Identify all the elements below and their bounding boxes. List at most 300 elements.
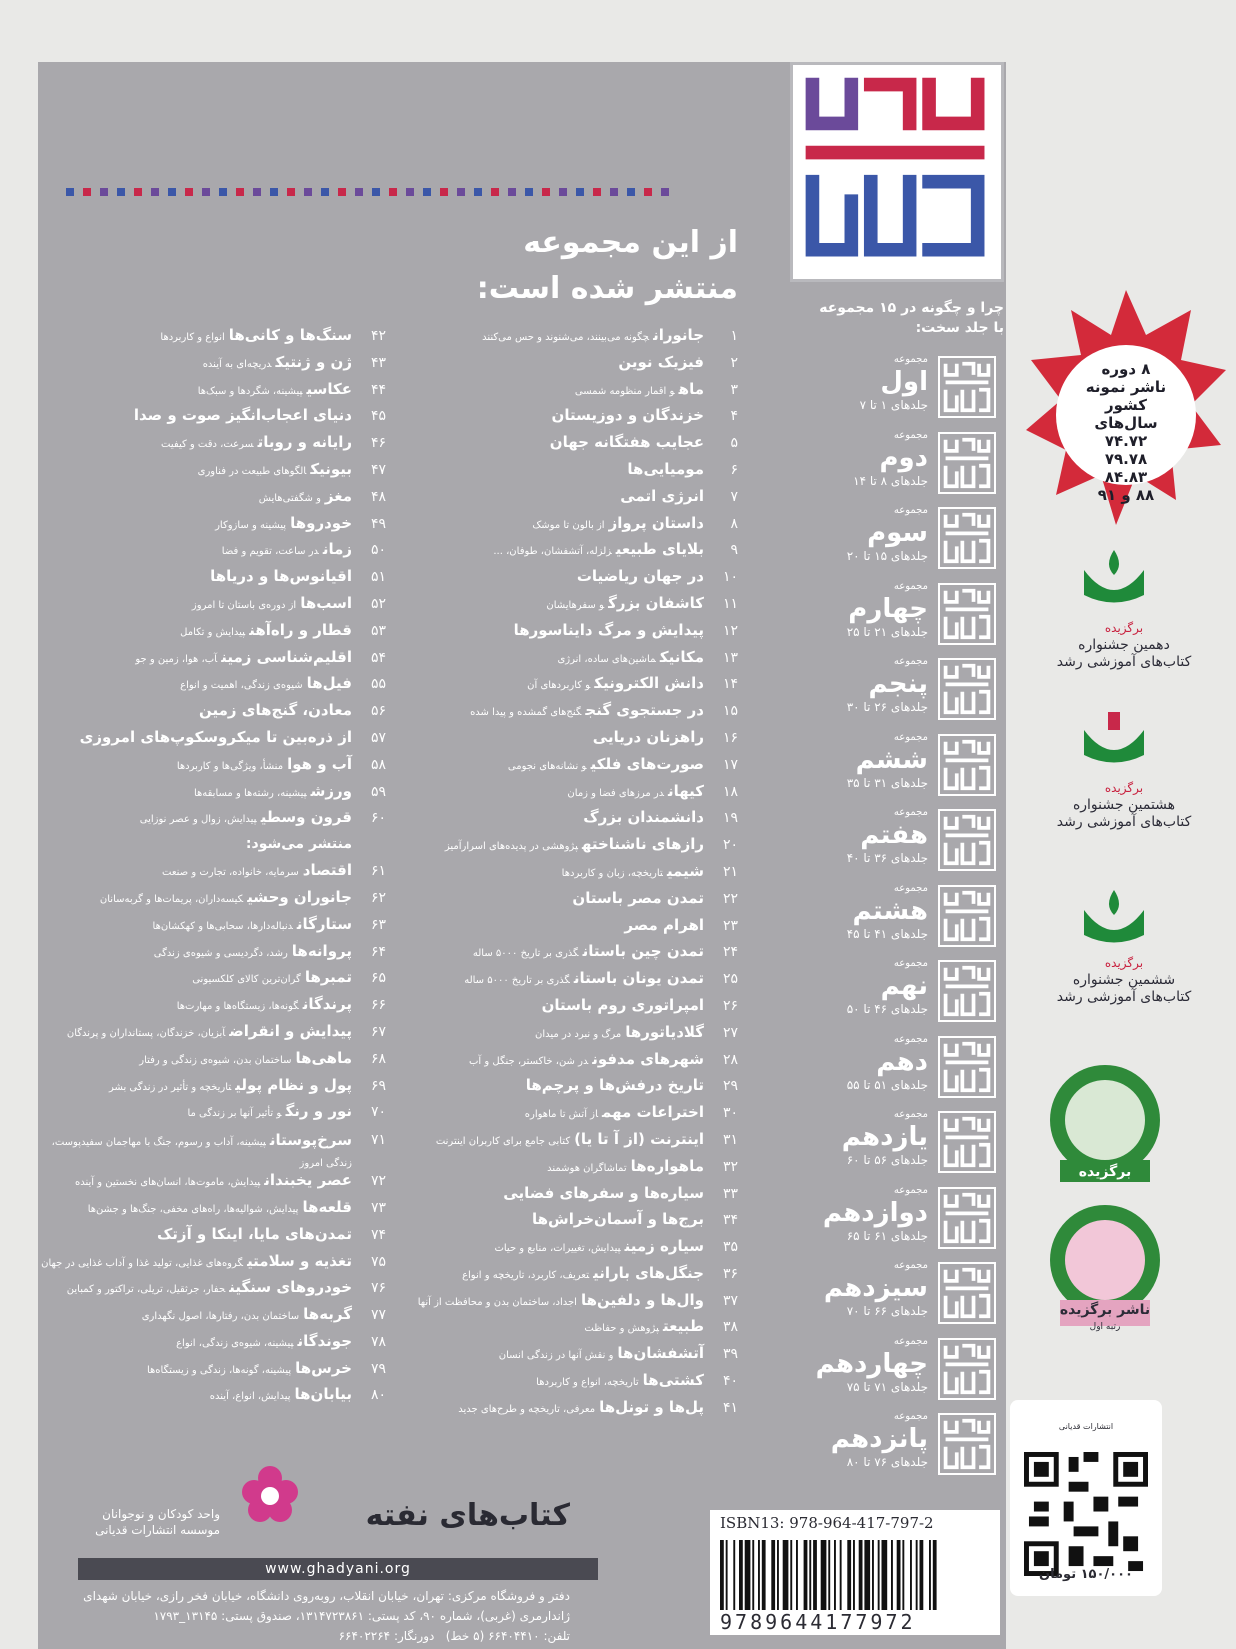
title-description: تعریف، کاربرد، تاریخچه و انواع <box>462 1269 590 1281</box>
collection-range: جلدهای ۳۱ تا ۳۵ <box>846 775 928 790</box>
title-number: ۶۳ <box>370 916 386 933</box>
barcode-bar <box>762 1540 766 1610</box>
title-name: امپراتوری روم باستان <box>541 995 704 1014</box>
badge-line-7: ۸۴.۸۳ <box>1104 468 1148 486</box>
heading-line-1: از این مجموعه <box>523 225 738 260</box>
title-number: ۱۰ <box>722 569 738 586</box>
title-description: و تأثیر آنها بر زندگی ما <box>187 1108 282 1120</box>
title-name: تمدن مصر باستان <box>572 888 704 907</box>
collection-kicker: مجموعه <box>893 1184 928 1196</box>
title-list-item <box>408 697 738 724</box>
title-name: خزندگان و دوزیستان <box>551 406 704 425</box>
title-list-item <box>408 563 738 590</box>
title-list-item <box>46 964 386 991</box>
roshd-emblem-2-icon <box>1074 890 1154 950</box>
title-list-item <box>46 322 386 349</box>
barcode-bar <box>777 1540 779 1610</box>
title-list-item <box>408 429 738 456</box>
collection-item <box>790 728 1004 804</box>
collection-label <box>847 581 928 639</box>
collection-item <box>790 1407 1004 1483</box>
title-name: ماهی‌ها <box>295 1048 352 1067</box>
title-name: شیمی <box>666 861 704 880</box>
title-name: از ذره‌بین تا میکروسکوپ‌های امروزی <box>79 727 352 746</box>
title-list-item <box>408 1287 738 1314</box>
title-number: ۲۵ <box>722 971 738 988</box>
title-list-item <box>408 992 738 1019</box>
title-text-group <box>462 1260 704 1290</box>
title-text-group <box>160 322 352 352</box>
title-name: جانوران <box>653 326 704 344</box>
title-number: ۲۴ <box>722 944 738 961</box>
collection-logo-icon <box>938 1338 996 1400</box>
title-text-group <box>575 376 704 406</box>
collection-logo-icon <box>938 885 996 947</box>
collection-item <box>790 652 1004 728</box>
title-name: تغذیه و سلامتی <box>247 1251 352 1270</box>
title-number: ۱۳ <box>722 649 738 666</box>
title-description: پیشینه، رشته‌ها و مسابقه‌ها <box>193 787 307 799</box>
price-qr-card <box>1010 1400 1162 1596</box>
title-description: گران‌ترین کالای کلکسیونی <box>192 974 301 986</box>
title-description: حفار، جرثقیل، تریلی، تراکتور و کمباین <box>66 1284 226 1296</box>
award-3-line-1: ششمین جشنواره <box>1072 972 1176 988</box>
title-list-item <box>46 1018 386 1045</box>
title-list-item <box>408 617 738 644</box>
title-list-item <box>46 751 386 778</box>
title-name: سرخ‌پوستان <box>269 1131 352 1150</box>
series-logo-icon <box>793 65 1001 279</box>
title-name: کشتی‌ها <box>642 1371 704 1390</box>
title-description: و شگفتی‌هایش <box>258 492 321 504</box>
title-text-group <box>538 992 704 1022</box>
title-number: ۶۶ <box>370 997 386 1014</box>
title-text-group <box>194 778 352 808</box>
contact-line <box>70 1626 570 1646</box>
barcode-bar <box>771 1540 775 1610</box>
barcode-bar <box>933 1540 937 1610</box>
title-list-item <box>408 831 738 858</box>
title-text-group <box>140 804 352 834</box>
title-description: پیشینه، گونه‌ها، زندگی و زیستگاه‌ها <box>146 1364 292 1376</box>
title-number: ۱۶ <box>722 729 738 746</box>
title-name: ژن و ژنتیک <box>275 352 352 371</box>
title-list-item <box>46 1194 386 1221</box>
publisher-address <box>70 1586 570 1646</box>
title-name: تمدن یونان باستان <box>573 969 704 988</box>
title-description: پژوهشی در پدیده‌های اسرارآمیز <box>444 841 578 853</box>
title-list-item <box>46 456 386 483</box>
title-name: پرندگان <box>302 995 352 1014</box>
title-name: مغز <box>324 486 352 505</box>
collection-range: جلدهای ۱ تا ۷ <box>859 398 928 412</box>
badge-line-1: ۸ دوره <box>1101 360 1151 378</box>
title-number: ۲۳ <box>722 917 738 934</box>
title-number: ۷۴ <box>370 1226 386 1243</box>
title-name: اقلیم‌شناسی زمین <box>221 647 352 666</box>
title-number: ۷۳ <box>370 1199 386 1216</box>
title-name: سیاره زمین <box>624 1237 704 1256</box>
collection-item <box>790 1332 1004 1408</box>
title-name: تمدن‌های مایا، اینکا و آزتک <box>156 1224 352 1243</box>
collection-item <box>790 350 1004 426</box>
qr-code-icon[interactable] <box>1024 1452 1148 1576</box>
dotted-divider <box>66 188 669 196</box>
title-list-item <box>408 510 738 537</box>
title-description: پیدایش، زوال و عصر نوزایی <box>139 814 257 826</box>
title-name: وال‌ها و دلفین‌ها <box>580 1290 704 1309</box>
collection-logo-icon <box>938 1111 996 1173</box>
title-number: ۶۹ <box>370 1077 386 1094</box>
title-number: ۱۹ <box>722 810 738 827</box>
award-2-caption <box>1024 780 1224 831</box>
barcode-bar <box>796 1540 798 1610</box>
title-number: ۵ <box>730 435 738 452</box>
barcode-bar <box>834 1540 836 1610</box>
publisher-sub-line-1: واحد کودکان و نوجوانان <box>102 1507 220 1521</box>
title-list-item <box>408 590 738 617</box>
title-text-group <box>589 724 704 754</box>
collection-logo-icon <box>938 356 996 418</box>
collection-label <box>847 807 928 865</box>
collection-label <box>823 1185 928 1243</box>
title-list-item <box>46 724 386 751</box>
title-text-group <box>180 617 352 647</box>
title-text-group <box>67 1274 352 1304</box>
title-name: آب و هوا <box>287 754 352 773</box>
title-list-item <box>46 1328 386 1355</box>
title-description: و اقمار منظومه شمسی <box>574 385 675 397</box>
award-1-caption <box>1024 620 1224 671</box>
title-text-group <box>499 1180 704 1210</box>
award-1-line-1: دهمین جشنواره <box>1078 637 1170 653</box>
title-number: ۱۴ <box>722 676 738 693</box>
heading-line-2: منتشر شده است: <box>476 271 738 306</box>
address-line-1: دفتر و فروشگاه مرکزی: تهران، خیابان انقلاب، روبه‌روی دانشگاه، خیابان فخر رازی، خیابان شهدای <box>83 1589 570 1603</box>
title-name: برج‌ها و آسمان‌خراش‌ها <box>532 1210 704 1229</box>
title-text-group <box>508 751 704 781</box>
title-text-group <box>623 456 704 486</box>
title-list-item <box>46 1381 386 1408</box>
title-description: پژوهش و حفاظت <box>584 1323 660 1335</box>
title-number: ۸۰ <box>370 1387 386 1404</box>
title-name: تمدن چین باستان <box>582 942 704 961</box>
title-text-group <box>536 1367 704 1397</box>
title-number: ۱۸ <box>722 783 738 800</box>
title-number: ۵۵ <box>370 676 386 693</box>
title-text-group <box>535 1019 704 1049</box>
title-number: ۶۷ <box>370 1023 386 1040</box>
title-name: ستارگان <box>296 914 352 933</box>
section-heading <box>477 220 738 312</box>
award-1-tag: برگزیده <box>1104 621 1144 635</box>
title-number: ۷۵ <box>370 1253 386 1270</box>
title-number: ۴۶ <box>370 435 386 452</box>
title-name: بلایای طبیعی <box>615 540 704 559</box>
title-name: مکانیک <box>659 647 704 666</box>
title-number: ۷۹ <box>370 1360 386 1377</box>
title-description: پیدایش، ماموت‌ها، انسان‌های نخستین و آینده <box>74 1177 261 1189</box>
collection-name: نهم <box>880 971 928 1001</box>
collection-label <box>831 1411 928 1469</box>
title-description: پیدایش و تکامل <box>180 626 246 638</box>
title-name: جانوران وحشی <box>247 887 352 906</box>
title-list-item <box>408 644 738 671</box>
title-text-group <box>525 1099 704 1129</box>
title-description: پیدایش، انواع، آینده <box>209 1391 291 1403</box>
collection-logo-icon <box>938 583 996 645</box>
title-list-item <box>408 402 738 429</box>
title-description: گروه‌های غذایی، تولید غذا و آداب غذایی در جهان <box>41 1257 244 1269</box>
title-text-group <box>259 483 352 513</box>
barcode-bar <box>897 1540 901 1610</box>
title-number: ۴۷ <box>370 461 386 478</box>
title-name: پول و نظام پولی <box>235 1075 352 1094</box>
collection-name: سیزدهم <box>823 1273 928 1303</box>
title-list-item <box>408 1313 738 1340</box>
title-list-item <box>408 1180 738 1207</box>
title-name: مومیایی‌ها <box>627 459 704 478</box>
title-list-item <box>408 456 738 483</box>
title-description: و نقش آنها در زندگی انسان <box>498 1350 614 1362</box>
title-number: ۷۶ <box>370 1280 386 1297</box>
award-3-line-2: کتاب‌های آموزشی رشد <box>1056 989 1192 1005</box>
collection-logo-icon <box>938 960 996 1022</box>
title-text-group <box>522 1072 704 1102</box>
title-list-item <box>46 1221 386 1248</box>
title-name: عکاسی <box>306 379 352 398</box>
title-name: انرژی اتمی <box>620 486 704 505</box>
title-list-item <box>46 376 386 403</box>
publisher-subtitle <box>70 1506 220 1538</box>
barcode-bar <box>920 1540 924 1610</box>
title-text-group <box>198 376 352 406</box>
title-list-item <box>46 510 386 537</box>
barcode-bar <box>878 1540 880 1610</box>
title-text-group <box>153 911 352 941</box>
collection-kicker: مجموعه <box>893 656 928 667</box>
title-description: مرگ و نبرد در میدان <box>535 1028 622 1040</box>
title-description: انواع و کاربردها <box>160 332 225 343</box>
barcode-bar <box>809 1540 811 1610</box>
title-description: پیدایش، تغییرات، منابع و حیات <box>494 1243 621 1255</box>
title-text-group <box>464 965 704 995</box>
title-text-group <box>614 349 704 379</box>
title-name: قلعه‌ها <box>302 1197 352 1216</box>
title-text-group <box>493 536 704 566</box>
title-text-group <box>162 857 352 887</box>
title-description: رشد، دگردیسی و شیوه‌ی زندگی <box>153 947 288 959</box>
collection-item <box>790 879 1004 955</box>
title-description: کتابی جامع برای کاربران اینترنت <box>435 1135 571 1147</box>
collection-range: جلدهای ۳۶ تا ۴۰ <box>846 851 928 865</box>
title-list-item <box>408 1206 738 1233</box>
title-name: اینترنت (از آ تا یا) <box>574 1129 704 1148</box>
title-number: ۱ <box>730 328 738 344</box>
collection-range: جلدهای ۵۱ تا ۵۵ <box>846 1077 928 1092</box>
title-list-item <box>408 1340 738 1367</box>
collection-label <box>824 1260 928 1318</box>
collection-item <box>790 426 1004 502</box>
title-description: الگوهای طبیعت در فناوری <box>197 465 307 477</box>
title-list-item <box>408 1072 738 1099</box>
title-text-group <box>494 1233 704 1263</box>
title-number: ۶۴ <box>370 943 386 960</box>
titles-column-1 <box>408 322 738 1421</box>
title-list-item <box>46 857 386 884</box>
title-description: و کاربردهای آن <box>527 680 591 692</box>
title-text-group <box>473 938 704 968</box>
collection-label <box>842 1109 928 1167</box>
title-name: فیزیک نوین <box>618 352 704 371</box>
title-text-group <box>206 563 352 593</box>
title-text-group <box>215 510 352 540</box>
title-text-group <box>198 456 352 486</box>
title-number: ۳۲ <box>722 1158 738 1175</box>
title-text-group <box>176 1328 352 1358</box>
collection-label <box>853 430 928 488</box>
title-description: زلزله، آتشفشان، طوفان، ... <box>493 546 612 558</box>
title-list-item <box>46 938 386 965</box>
title-text-group <box>210 1381 352 1411</box>
phone: تلفن: ۶۶۴۰۴۴۱۰ (۵ خط) <box>445 1629 570 1643</box>
title-list-item <box>408 804 738 831</box>
title-text-group <box>130 402 352 432</box>
title-text-group <box>192 964 352 994</box>
publisher-award-text <box>1046 360 1206 504</box>
title-description: منشأ، ویژگی‌ها و کاربردها <box>176 760 284 772</box>
title-name: ماه <box>678 379 704 398</box>
title-list-item <box>408 483 738 510</box>
title-list-item <box>408 1099 738 1126</box>
title-list-item <box>408 778 738 805</box>
title-number: ۶۵ <box>370 970 386 987</box>
title-list-item <box>408 858 738 885</box>
title-text-group <box>41 1248 352 1278</box>
collection-item <box>790 954 1004 1030</box>
collection-label <box>847 732 928 790</box>
title-list-item <box>41 1248 386 1275</box>
collection-range: جلدهای ۷۶ تا ۸۰ <box>846 1455 928 1469</box>
title-text-group <box>100 884 352 914</box>
title-description: سرعت، دقت و کیفیت <box>161 439 254 451</box>
barcode-bar <box>840 1540 842 1610</box>
title-name: کاشفان بزرگ <box>608 593 704 612</box>
intro-line-2: با جلد سخت: <box>915 320 1004 336</box>
title-name: تاریخ درفش‌ها و پرچم‌ها <box>525 1076 704 1095</box>
title-text-group <box>418 1287 704 1317</box>
title-list-item <box>46 670 386 697</box>
collection-logo-icon <box>938 432 996 494</box>
laurel-1-label: برگزیده <box>1078 1164 1132 1180</box>
collection-item <box>790 1030 1004 1106</box>
collection-label <box>816 1336 928 1394</box>
website-link[interactable]: www.ghadyani.org <box>78 1558 598 1580</box>
title-text-group <box>499 1340 704 1370</box>
title-text-group <box>147 1355 352 1385</box>
collection-range: جلدهای ۴۶ تا ۵۰ <box>846 1002 928 1016</box>
collection-logo-icon <box>938 1262 996 1324</box>
title-text-group <box>88 1194 352 1224</box>
title-name: اقتصاد <box>302 861 352 880</box>
title-number: ۳۹ <box>722 1346 738 1363</box>
title-number: ۴۴ <box>370 381 386 398</box>
collection-item <box>790 1256 1004 1332</box>
collection-kicker: مجموعه <box>893 958 928 969</box>
barcode-bar <box>739 1540 743 1610</box>
barcode-bar <box>891 1540 893 1610</box>
collection-name: یازدهم <box>841 1122 928 1152</box>
title-number: ۶۰ <box>370 810 386 827</box>
series-intro <box>790 298 1004 338</box>
title-number: ۶ <box>730 461 738 478</box>
title-list-item <box>46 617 386 644</box>
title-list-item <box>408 349 738 376</box>
title-list-item <box>46 590 386 617</box>
collection-range: جلدهای ۵۶ تا ۶۰ <box>846 1153 928 1167</box>
barcode-bar <box>745 1540 751 1610</box>
price-label: ۱۵۰/۰۰۰ تومان <box>1039 1567 1133 1582</box>
barcode-bar <box>821 1540 827 1610</box>
barcode-bar <box>813 1540 817 1610</box>
title-name: اسب‌ها <box>300 593 352 612</box>
collections-list <box>790 350 1004 1483</box>
title-description: آبزیان، خزندگان، پستانداران و پرندگان <box>66 1027 226 1039</box>
title-name: تمبرها <box>304 968 352 987</box>
title-text-group <box>584 1313 704 1343</box>
title-name: ماهواره‌ها <box>630 1156 704 1175</box>
title-number: ۴ <box>730 408 738 425</box>
title-description: پیشینه، آداب و رسوم، جنگ با مهاجمان سفیدپوست، زندگی امروز <box>51 1137 352 1170</box>
title-description: پیشینه، شگردها و سبک‌ها <box>197 385 303 397</box>
title-number: ۱۵ <box>722 703 738 720</box>
title-text-group <box>532 510 704 540</box>
title-list-item <box>408 1126 738 1153</box>
title-number: ۵۱ <box>370 569 386 586</box>
title-description: آب، هوا، زمین و جو <box>135 653 218 665</box>
collection-label <box>847 505 928 563</box>
fax: دورنگار: ۶۶۴۰۲۲۶۴ <box>338 1629 435 1643</box>
title-list-item <box>46 644 386 671</box>
title-number: ۳۶ <box>722 1265 738 1282</box>
barcode-bar <box>783 1540 789 1610</box>
award-2-tag: برگزیده <box>1104 781 1144 795</box>
title-list-item <box>408 1153 738 1180</box>
collection-range: جلدهای ۴۱ تا ۴۵ <box>846 926 928 941</box>
isbn-barcode-block <box>710 1510 1000 1635</box>
forthcoming-label: منتشر می‌شود: <box>245 836 352 853</box>
title-text-group <box>557 644 704 674</box>
title-name: قطار و راه‌آهن <box>249 620 352 639</box>
title-description: پیشینه، شیوه‌ی زندگی، انواع <box>176 1337 294 1349</box>
title-name: دنیای اعجاب‌انگیز صوت و صدا <box>133 406 352 425</box>
title-number: ۵۸ <box>370 756 386 773</box>
collection-name: چهاردهم <box>815 1348 928 1379</box>
collection-label <box>860 354 928 412</box>
barcode-bar <box>910 1540 912 1610</box>
title-name: فیل‌ها <box>306 674 352 693</box>
title-description: از دوره‌ی باستان تا امروز <box>191 599 297 611</box>
title-number: ۴۲ <box>370 328 386 344</box>
collection-range: جلدهای ۲۶ تا ۳۰ <box>846 700 928 714</box>
title-description: تماشاگران هوشمند <box>547 1162 627 1174</box>
title-text-group <box>135 644 352 674</box>
barcode-bar <box>752 1540 754 1610</box>
title-number: ۲۹ <box>722 1078 738 1095</box>
title-number: ۳۵ <box>722 1239 738 1256</box>
title-list-item <box>46 697 386 724</box>
title-list-item <box>46 1098 386 1125</box>
